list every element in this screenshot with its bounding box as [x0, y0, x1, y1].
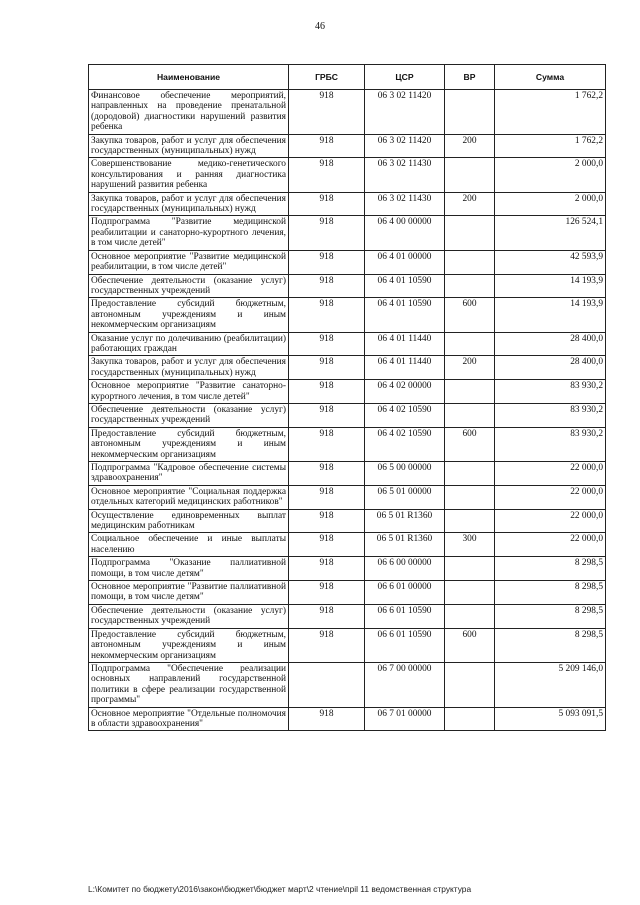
cell-name: Основное мероприятие "Отдельные полномочия в области здравоохранения" [89, 707, 289, 731]
cell-grbs: 918 [289, 509, 365, 533]
table-row [89, 298, 606, 332]
cell-name: Подпрограмма "Развитие медицинской реабилитации и санаторно-курортного лечения, в том числе детей" [89, 216, 289, 250]
table-row [89, 356, 606, 380]
page-number: 46 [315, 21, 325, 32]
cell-vr: 200 [445, 134, 495, 158]
cell-sum: 22 000,0 [495, 509, 606, 533]
cell-grbs: 918 [289, 332, 365, 356]
table-row [89, 274, 606, 298]
cell-csr: 06 4 00 00000 [365, 216, 445, 250]
table-row [89, 509, 606, 533]
cell-csr: 06 4 02 10590 [365, 427, 445, 461]
table-row [89, 581, 606, 605]
cell-name: Финансовое обеспечение мероприятий, направленных на проведение пренатальной (дородовой) диагностики нарушений развития ребенка [89, 90, 289, 135]
cell-vr [445, 250, 495, 274]
header-vr: ВР [445, 65, 495, 90]
cell-grbs: 918 [289, 604, 365, 628]
cell-csr: 06 7 01 00000 [365, 707, 445, 731]
table-row [89, 403, 606, 427]
cell-vr: 200 [445, 192, 495, 216]
cell-sum: 2 000,0 [495, 158, 606, 192]
budget-table [88, 64, 606, 731]
cell-vr [445, 662, 495, 707]
table-row [89, 462, 606, 486]
cell-csr: 06 4 02 10590 [365, 403, 445, 427]
cell-name: Обеспечение деятельности (оказание услуг) государственных учреждений [89, 403, 289, 427]
cell-csr: 06 3 02 11430 [365, 158, 445, 192]
cell-grbs: 918 [289, 134, 365, 158]
cell-csr: 06 6 01 00000 [365, 581, 445, 605]
cell-grbs: 918 [289, 380, 365, 404]
cell-sum: 22 000,0 [495, 533, 606, 557]
cell-name: Осуществление единовременных выплат медицинским работникам [89, 509, 289, 533]
cell-csr: 06 4 02 00000 [365, 380, 445, 404]
cell-csr: 06 4 01 10590 [365, 298, 445, 332]
cell-name: Основное мероприятие "Развитие медицинской реабилитации, в том числе детей" [89, 250, 289, 274]
cell-grbs: 918 [289, 403, 365, 427]
header-sum: Сумма [495, 65, 606, 90]
cell-sum: 2 000,0 [495, 192, 606, 216]
cell-vr [445, 380, 495, 404]
cell-vr [445, 216, 495, 250]
cell-csr: 06 5 01 R1360 [365, 533, 445, 557]
table-row [89, 380, 606, 404]
table-row [89, 332, 606, 356]
cell-sum: 28 400,0 [495, 332, 606, 356]
header-row [89, 65, 606, 90]
table-row [89, 250, 606, 274]
cell-csr: 06 5 00 00000 [365, 462, 445, 486]
table-row [89, 90, 606, 135]
cell-sum: 83 930,2 [495, 427, 606, 461]
cell-sum: 22 000,0 [495, 485, 606, 509]
header-name: Наименование [89, 65, 289, 90]
cell-vr: 300 [445, 533, 495, 557]
cell-sum: 8 298,5 [495, 628, 606, 662]
cell-grbs: 918 [289, 427, 365, 461]
cell-name: Предоставление субсидий бюджетным, автономным учреждениям и иным некоммерческим организациям [89, 298, 289, 332]
cell-name: Совершенствование медико-генетического консультирования и ранняя диагностика нарушений развития ребенка [89, 158, 289, 192]
cell-vr [445, 403, 495, 427]
cell-sum: 5 093 091,5 [495, 707, 606, 731]
cell-csr: 06 6 01 10590 [365, 628, 445, 662]
cell-grbs: 918 [289, 158, 365, 192]
cell-csr: 06 5 01 R1360 [365, 509, 445, 533]
cell-grbs: 918 [289, 628, 365, 662]
cell-sum: 8 298,5 [495, 557, 606, 581]
cell-vr [445, 707, 495, 731]
cell-vr [445, 557, 495, 581]
cell-name: Подпрограмма "Обеспечение реализации основных направлений государственной политики в сфере реализации государственной программы" [89, 662, 289, 707]
table-row [89, 134, 606, 158]
cell-csr: 06 6 01 10590 [365, 604, 445, 628]
cell-vr: 200 [445, 356, 495, 380]
cell-sum: 83 930,2 [495, 403, 606, 427]
table-row [89, 707, 606, 731]
cell-sum: 42 593,9 [495, 250, 606, 274]
header-grbs: ГРБС [289, 65, 365, 90]
cell-sum: 28 400,0 [495, 356, 606, 380]
cell-grbs: 918 [289, 356, 365, 380]
cell-vr [445, 462, 495, 486]
cell-vr [445, 485, 495, 509]
table-row [89, 216, 606, 250]
cell-csr: 06 3 02 11430 [365, 192, 445, 216]
cell-vr: 600 [445, 427, 495, 461]
cell-grbs: 918 [289, 216, 365, 250]
table-row [89, 485, 606, 509]
file-path-footer: L:\Комитет по бюджету\2016\закон\бюджет\бюджет март\2 чтение\прil 11 ведомственная структура [88, 884, 472, 894]
cell-sum: 8 298,5 [495, 581, 606, 605]
cell-name: Основное мероприятие "Социальная поддержка отдельных категорий медицинских работников" [89, 485, 289, 509]
table-row [89, 533, 606, 557]
cell-name: Обеспечение деятельности (оказание услуг) государственных учреждений [89, 274, 289, 298]
cell-name: Социальное обеспечение и иные выплаты населению [89, 533, 289, 557]
cell-csr: 06 3 02 11420 [365, 134, 445, 158]
cell-grbs: 918 [289, 533, 365, 557]
cell-grbs: 918 [289, 90, 365, 135]
cell-sum: 14 193,9 [495, 298, 606, 332]
cell-vr [445, 274, 495, 298]
table-row [89, 628, 606, 662]
cell-name: Закупка товаров, работ и услуг для обеспечения государственных (муниципальных) нужд [89, 356, 289, 380]
cell-name: Подпрограмма "Оказание паллиативной помощи, в том числе детям" [89, 557, 289, 581]
cell-grbs: 918 [289, 250, 365, 274]
cell-vr: 600 [445, 628, 495, 662]
header-csr: ЦСР [365, 65, 445, 90]
cell-vr [445, 509, 495, 533]
cell-name: Основное мероприятие "Развитие паллиативной помощи, в том числе детям" [89, 581, 289, 605]
cell-name: Предоставление субсидий бюджетным, автономным учреждениям и иным некоммерческим организациям [89, 427, 289, 461]
cell-name: Предоставление субсидий бюджетным, автономным учреждениям и иным некоммерческим организациям [89, 628, 289, 662]
cell-sum: 1 762,2 [495, 134, 606, 158]
cell-grbs: 918 [289, 557, 365, 581]
cell-grbs: 918 [289, 274, 365, 298]
cell-csr: 06 4 01 11440 [365, 356, 445, 380]
cell-sum: 14 193,9 [495, 274, 606, 298]
cell-vr [445, 604, 495, 628]
cell-name: Подпрограмма "Кадровое обеспечение системы здравоохранения" [89, 462, 289, 486]
cell-vr [445, 581, 495, 605]
cell-csr: 06 5 01 00000 [365, 485, 445, 509]
cell-grbs [289, 662, 365, 707]
cell-name: Обеспечение деятельности (оказание услуг) государственных учреждений [89, 604, 289, 628]
cell-name: Закупка товаров, работ и услуг для обеспечения государственных (муниципальных) нужд [89, 192, 289, 216]
cell-csr: 06 4 01 11440 [365, 332, 445, 356]
table-row [89, 158, 606, 192]
cell-grbs: 918 [289, 192, 365, 216]
cell-vr [445, 332, 495, 356]
table-row [89, 604, 606, 628]
cell-csr: 06 3 02 11420 [365, 90, 445, 135]
cell-sum: 1 762,2 [495, 90, 606, 135]
cell-sum: 8 298,5 [495, 604, 606, 628]
cell-grbs: 918 [289, 485, 365, 509]
cell-vr: 600 [445, 298, 495, 332]
cell-grbs: 918 [289, 462, 365, 486]
cell-csr: 06 4 01 00000 [365, 250, 445, 274]
cell-name: Основное мероприятие "Развитие санаторно-курортного лечения, в том числе детей" [89, 380, 289, 404]
cell-vr [445, 90, 495, 135]
cell-vr [445, 158, 495, 192]
cell-sum: 126 524,1 [495, 216, 606, 250]
table-row [89, 427, 606, 461]
table-row [89, 192, 606, 216]
cell-name: Оказание услуг по долечиванию (реабилитации) работающих граждан [89, 332, 289, 356]
table-row [89, 557, 606, 581]
table-row [89, 662, 606, 707]
cell-sum: 83 930,2 [495, 380, 606, 404]
cell-name: Закупка товаров, работ и услуг для обеспечения государственных (муниципальных) нужд [89, 134, 289, 158]
cell-sum: 22 000,0 [495, 462, 606, 486]
cell-grbs: 918 [289, 581, 365, 605]
cell-csr: 06 6 00 00000 [365, 557, 445, 581]
cell-csr: 06 7 00 00000 [365, 662, 445, 707]
cell-csr: 06 4 01 10590 [365, 274, 445, 298]
cell-sum: 5 209 146,0 [495, 662, 606, 707]
cell-grbs: 918 [289, 707, 365, 731]
cell-grbs: 918 [289, 298, 365, 332]
